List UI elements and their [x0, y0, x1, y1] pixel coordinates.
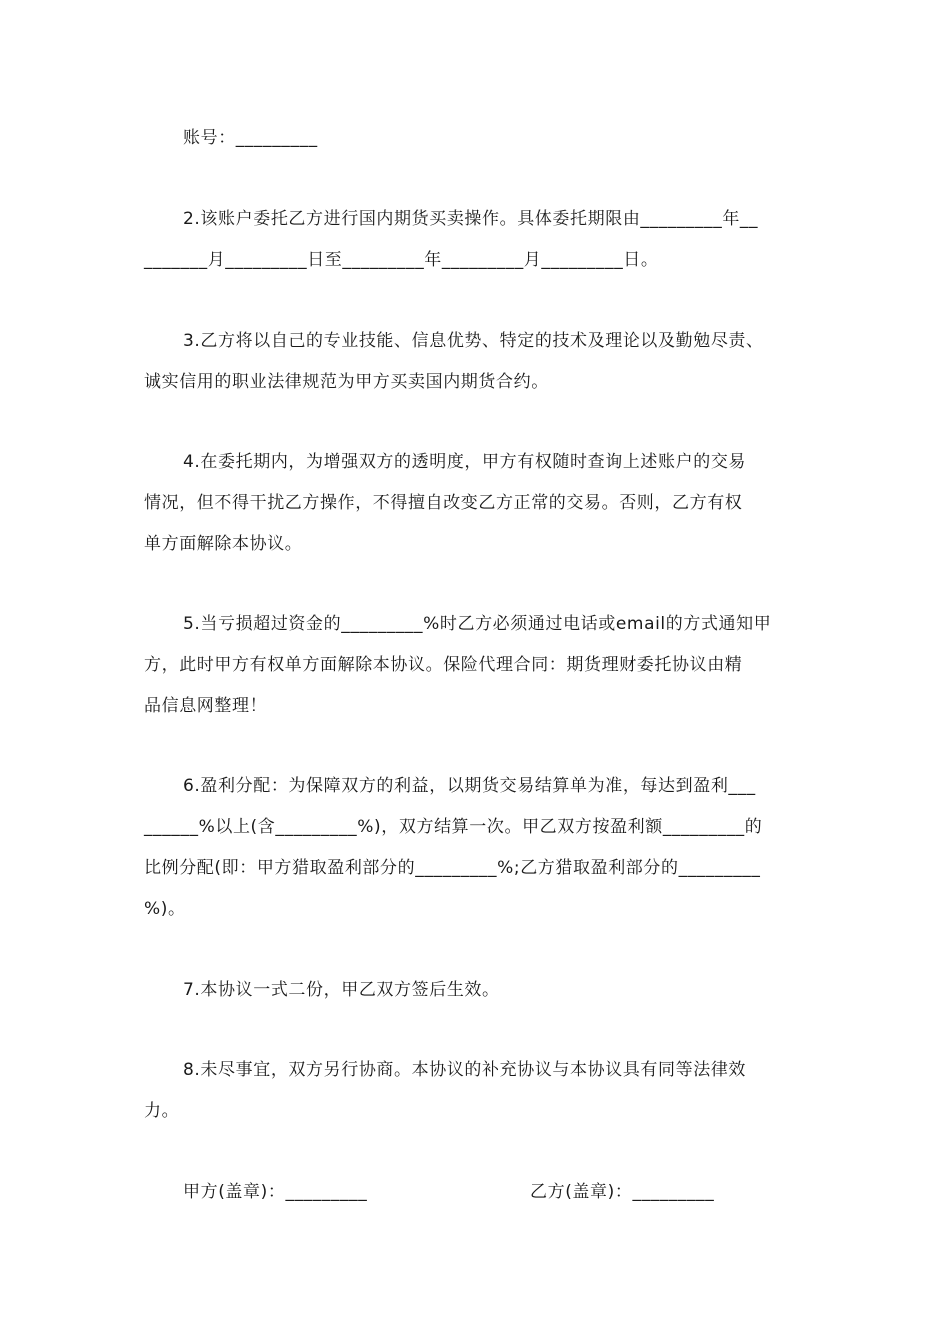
party-a-signature: 甲方(盖章)：_________: [183, 1182, 368, 1202]
clause-4-line-3: 单方面解除本协议。: [144, 534, 303, 554]
clause-6-line-2: ______%以上(含_________%)，双方结算一次。甲乙双方按盈利额_________的: [144, 817, 763, 837]
clause-6-line-1: 6.盈利分配：为保障双方的利益，以期货交易结算单为准，每达到盈利___: [183, 776, 756, 796]
clause-5-line-1: 5.当亏损超过资金的_________%时乙方必须通过电话或email的方式通知甲: [183, 614, 772, 634]
clause-7-line-1: 7.本协议一式二份，甲乙双方签后生效。: [183, 980, 500, 1000]
clause-5-line-3: 品信息网整理！: [144, 696, 268, 716]
clause-3-line-1: 3.乙方将以自己的专业技能、信息优势、特定的技术及理论以及勤勉尽责、: [183, 331, 764, 351]
party-b-signature: 乙方(盖章)：_________: [530, 1182, 715, 1202]
clause-4-line-2: 情况，但不得干扰乙方操作，不得擅自改变乙方正常的交易。否则，乙方有权: [144, 493, 743, 513]
account-line: 账号：_________: [183, 128, 318, 148]
clause-6-line-4: %)。: [144, 899, 186, 919]
clause-5-line-2: 方，此时甲方有权单方面解除本协议。保险代理合同：期货理财委托协议由精: [144, 655, 743, 675]
clause-3-line-2: 诚实信用的职业法律规范为甲方买卖国内期货合约。: [144, 372, 549, 392]
clause-2-line-2: _______月_________日至_________年_________月_________日。: [144, 250, 659, 270]
clause-8-line-1: 8.未尽事宜，双方另行协商。本协议的补充协议与本协议具有同等法律效: [183, 1060, 747, 1080]
clause-4-line-1: 4.在委托期内，为增强双方的透明度，甲方有权随时查询上述账户的交易: [183, 452, 747, 472]
clause-2-line-1: 2.该账户委托乙方进行国内期货买卖操作。具体委托期限由_________年__: [183, 209, 759, 229]
clause-6-line-3: 比例分配(即：甲方猎取盈利部分的_________%;乙方猎取盈利部分的_________: [144, 858, 761, 878]
clause-8-line-2: 力。: [144, 1101, 180, 1121]
